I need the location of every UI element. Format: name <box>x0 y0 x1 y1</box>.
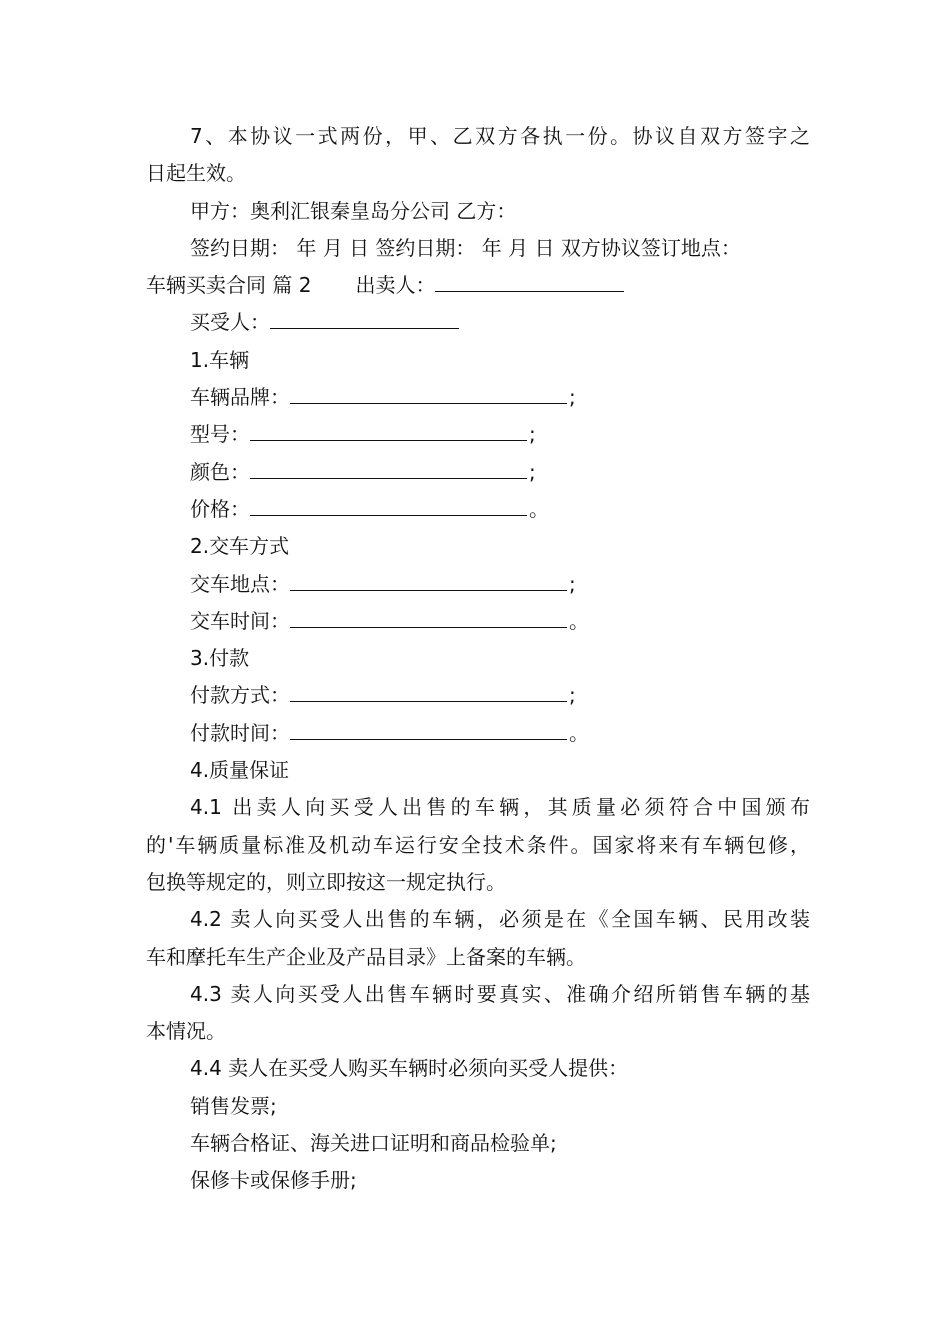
section-3-title: 3.付款 <box>190 646 250 671</box>
clause-4-1-line-3: 包换等规定的，则立即按这一规定执行。 <box>146 869 506 894</box>
period: 。 <box>569 720 589 745</box>
model-blank <box>250 421 527 441</box>
payment-time-label: 付款时间： <box>190 720 290 745</box>
semicolon: ; <box>569 385 576 410</box>
clause-4-3-line-2: 本情况。 <box>146 1019 226 1044</box>
price-blank <box>250 496 527 516</box>
semicolon: ; <box>569 571 576 596</box>
price-line <box>146 491 810 528</box>
clause-4-2-line-1: 4.2 卖人向买受人出售的车辆，必须是在《全国车辆、民用改装 <box>190 907 810 932</box>
section-4-title: 4.质量保证 <box>190 758 290 783</box>
clause-4-1-line-1: 4.1 出卖人向买受人出售的车辆，其质量必须符合中国颁布 <box>190 795 810 820</box>
vehicle-brand-blank <box>290 384 567 404</box>
seller-label: 出卖人： <box>355 273 436 298</box>
vehicle-brand-line <box>146 379 810 416</box>
payment-time-blank <box>290 720 567 740</box>
color-blank <box>250 459 527 479</box>
clause-4-2-line-2: 车和摩托车生产企业及产品目录》上备案的车辆。 <box>146 944 586 969</box>
vehicle-brand-label: 车辆品牌： <box>190 385 290 410</box>
semicolon: ; <box>529 459 536 484</box>
clause-7-line-2: 日起生效。 <box>146 161 246 186</box>
section-1-title: 1.车辆 <box>190 347 250 372</box>
section-2-title: 2.交车方式 <box>190 534 290 559</box>
semicolon: ; <box>529 422 536 447</box>
buyer-line <box>146 304 810 341</box>
clause-4-4-line-1: 4.4 卖人在买受人购买车辆时必须向买受人提供： <box>190 1056 629 1081</box>
period: 。 <box>569 608 589 633</box>
buyer-blank <box>270 309 459 329</box>
payment-method-blank <box>290 682 567 702</box>
party-line: 甲方：奥利汇银秦皇岛分公司 乙方： <box>190 198 517 223</box>
price-label: 价格： <box>190 496 250 521</box>
payment-time-line <box>146 715 810 752</box>
document-body <box>146 118 810 1200</box>
seller-blank <box>435 272 624 292</box>
clause-4-3-line-1: 4.3 卖人向买受人出售车辆时要真实、准确介绍所销售车辆的基 <box>190 981 810 1006</box>
delivery-time-line <box>146 603 810 640</box>
sign-date-line: 签约日期： 年 月 日 签约日期： 年 月 日 双方协议签订地点： <box>190 235 741 260</box>
delivery-time-label: 交车时间： <box>190 608 290 633</box>
delivery-place-blank <box>290 571 567 591</box>
model-label: 型号： <box>190 422 250 447</box>
color-label: 颜色： <box>190 459 250 484</box>
list-item: 车辆合格证、海关进口证明和商品检验单; <box>190 1131 557 1156</box>
delivery-place-line <box>146 566 810 603</box>
color-line <box>146 454 810 491</box>
payment-method-label: 付款方式： <box>190 683 290 708</box>
payment-method-line <box>146 677 810 714</box>
period: 。 <box>529 496 549 521</box>
section-heading: 车辆买卖合同 篇 2 <box>146 273 312 298</box>
delivery-place-label: 交车地点： <box>190 571 290 596</box>
clause-4-1-line-2: 的'车辆质量标准及机动车运行安全技术条件。国家将来有车辆包修， <box>146 832 810 857</box>
model-line <box>146 416 810 453</box>
list-item: 保修卡或保修手册; <box>190 1168 357 1193</box>
section-heading-line <box>146 267 810 304</box>
list-item: 销售发票; <box>190 1093 277 1118</box>
buyer-label: 买受人： <box>190 310 270 335</box>
clause-7-line-1: 7、本协议一式两份，甲、乙双方各执一份。协议自双方签字之 <box>190 124 810 148</box>
semicolon: ; <box>569 683 576 708</box>
delivery-time-blank <box>290 608 567 628</box>
